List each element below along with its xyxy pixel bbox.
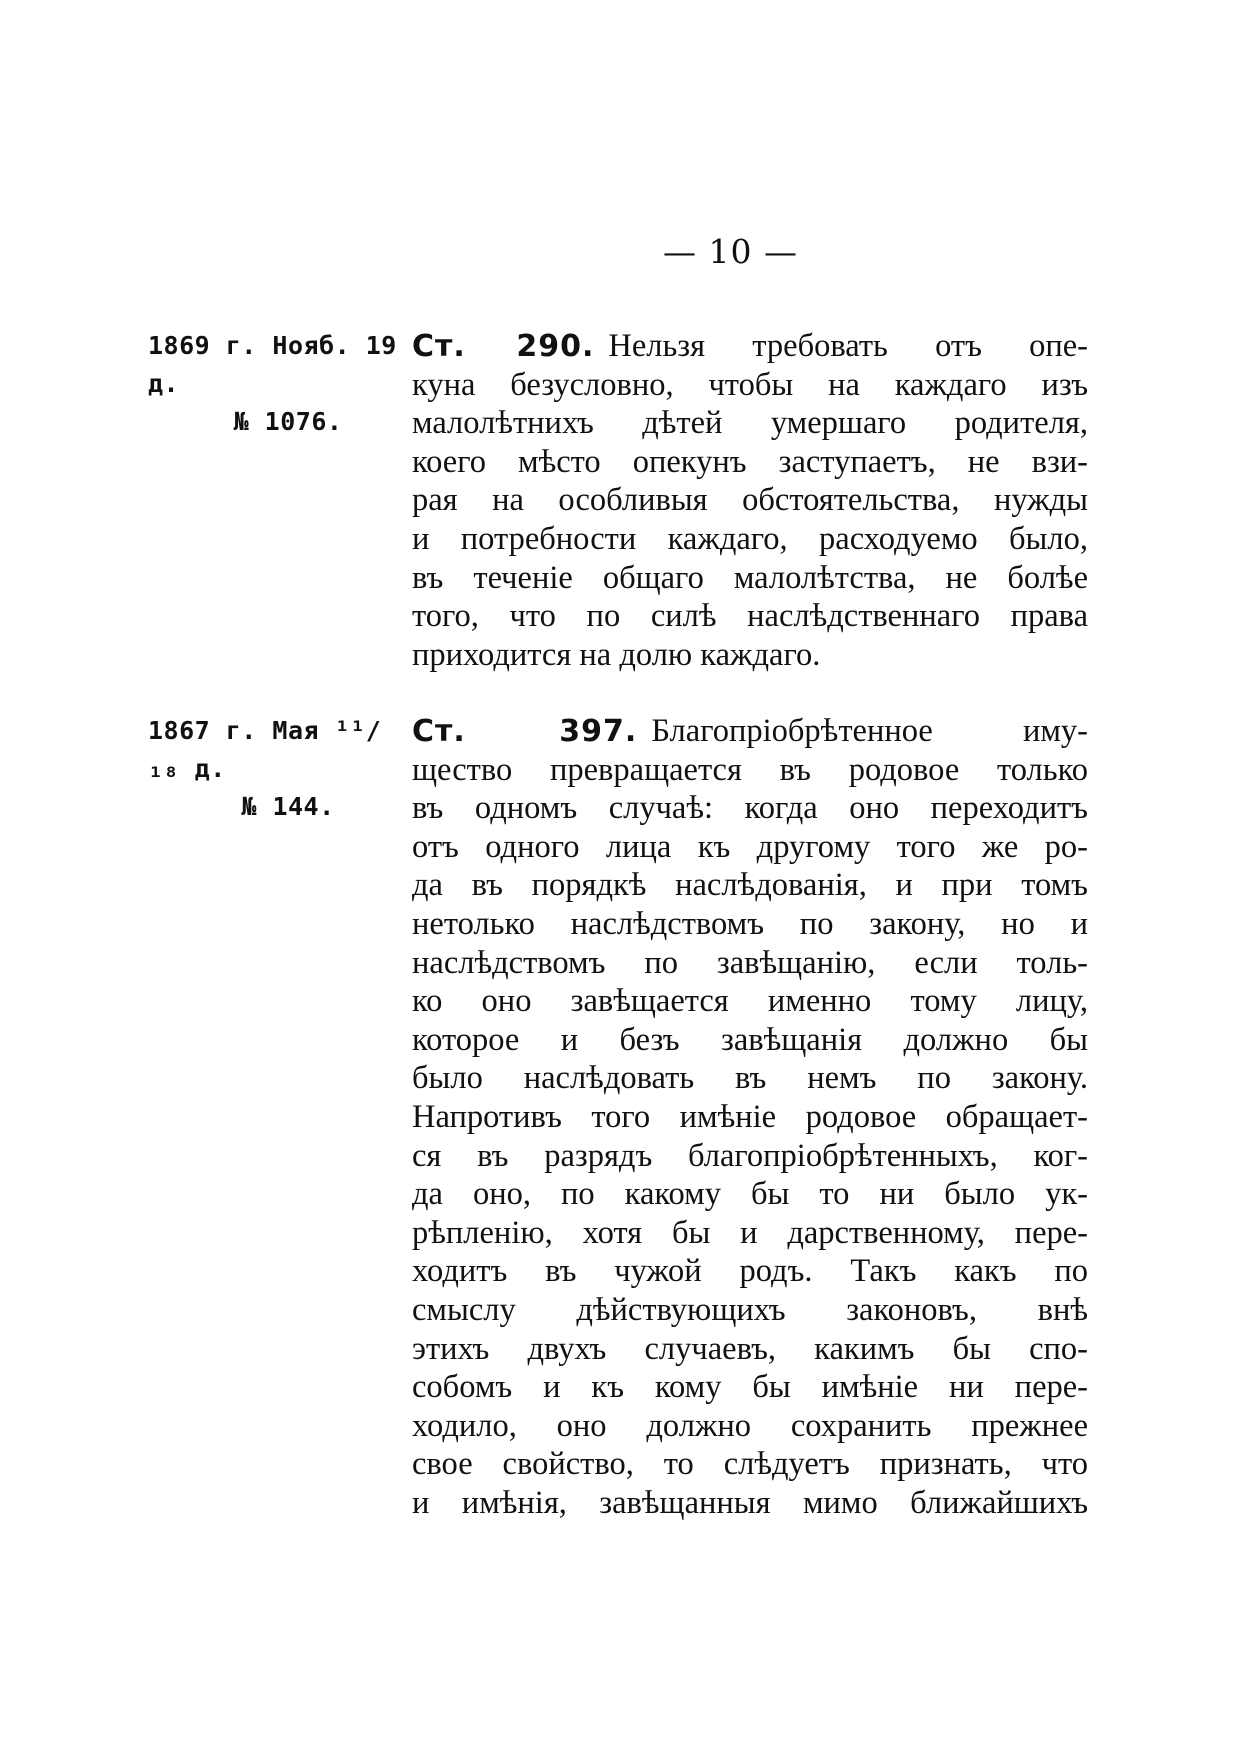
text-line: Напротивъ того имѣніе родовое обращает- — [412, 1098, 1088, 1135]
margin-reference-number: № 144. — [241, 792, 335, 821]
text-line: наслѣдствомъ по завѣщанію, если толь- — [412, 944, 1088, 981]
page-number: — 10 — — [663, 232, 798, 271]
text-line: было наслѣдовать въ немъ по закону. — [412, 1060, 1088, 1097]
text-line: свое свойство, то слѣдуетъ признать, что — [412, 1446, 1088, 1483]
text-line: ходило, оно должно сохранить прежнее — [412, 1407, 1088, 1444]
text-line: ходитъ въ чужой родъ. Такъ какъ по — [412, 1253, 1088, 1290]
margin-reference — [148, 712, 404, 826]
text-line: въ теченіе общаго малолѣтства, не болѣе — [412, 559, 1088, 596]
text-line: куна безусловно, чтобы на каждаго изъ — [412, 366, 1088, 403]
text-line: рѣпленію, хотя бы и дарственному, пере- — [412, 1214, 1088, 1251]
margin-reference-number: № 1076. — [233, 407, 343, 436]
text-line: Ст. 290. Нельзя требовать отъ опе- — [412, 328, 1089, 364]
text-line: и имѣнія, завѣщанныя мимо ближайшихъ — [412, 1484, 1088, 1521]
margin-reference-date: 1869 г. Нояб. 19 д. — [148, 331, 397, 398]
article-body — [412, 712, 1088, 1522]
text-line: рая на особливыя обстоятельства, нужды — [412, 482, 1088, 519]
article-label: Ст. 397. — [412, 714, 638, 749]
text-line: ся въ разрядъ благопріобрѣтенныхъ, ког- — [412, 1137, 1088, 1174]
text-line: этихъ двухъ случаевъ, какимъ бы спо- — [412, 1330, 1088, 1367]
text-line: приходится на долю каждаго. — [412, 636, 821, 673]
text-line: отъ одного лица къ другому того же ро- — [412, 828, 1088, 865]
text-line: Ст. 397. Благопріобрѣтенное иму- — [412, 713, 1088, 749]
text-line: собомъ и къ кому бы имѣніе ни пере- — [412, 1369, 1088, 1406]
text-line: да оно, по какому бы то ни было ук- — [412, 1176, 1088, 1213]
text-line: ко оно завѣщается именно тому лицу, — [412, 983, 1088, 1020]
text-line: коего мѣсто опекунъ заступаетъ, не взи- — [412, 443, 1088, 480]
margin-reference — [148, 327, 404, 441]
text-line: нетолько наслѣдствомъ по закону, но и — [412, 905, 1088, 942]
article-body — [412, 327, 1088, 674]
article-label: Ст. 290. — [412, 329, 595, 364]
margin-reference-date: 1867 г. Мая ¹¹/₁₈ д. — [148, 716, 382, 783]
text-line: щество превращается въ родовое только — [412, 751, 1088, 788]
text-line: и потребности каждаго, расходуемо было, — [412, 520, 1088, 557]
text-line: въ одномъ случаѣ: когда оно переходитъ — [412, 790, 1088, 827]
text-line: да въ порядкѣ наслѣдованія, и при томъ — [412, 867, 1088, 904]
text-line: смыслу дѣйствующихъ законовъ, внѣ — [412, 1291, 1088, 1328]
text-line: малолѣтнихъ дѣтей умершаго родителя, — [412, 405, 1088, 442]
text-line: которое и безъ завѣщанія должно бы — [412, 1021, 1088, 1058]
text-line: того, что по силѣ наслѣдственнаго права — [412, 598, 1088, 635]
